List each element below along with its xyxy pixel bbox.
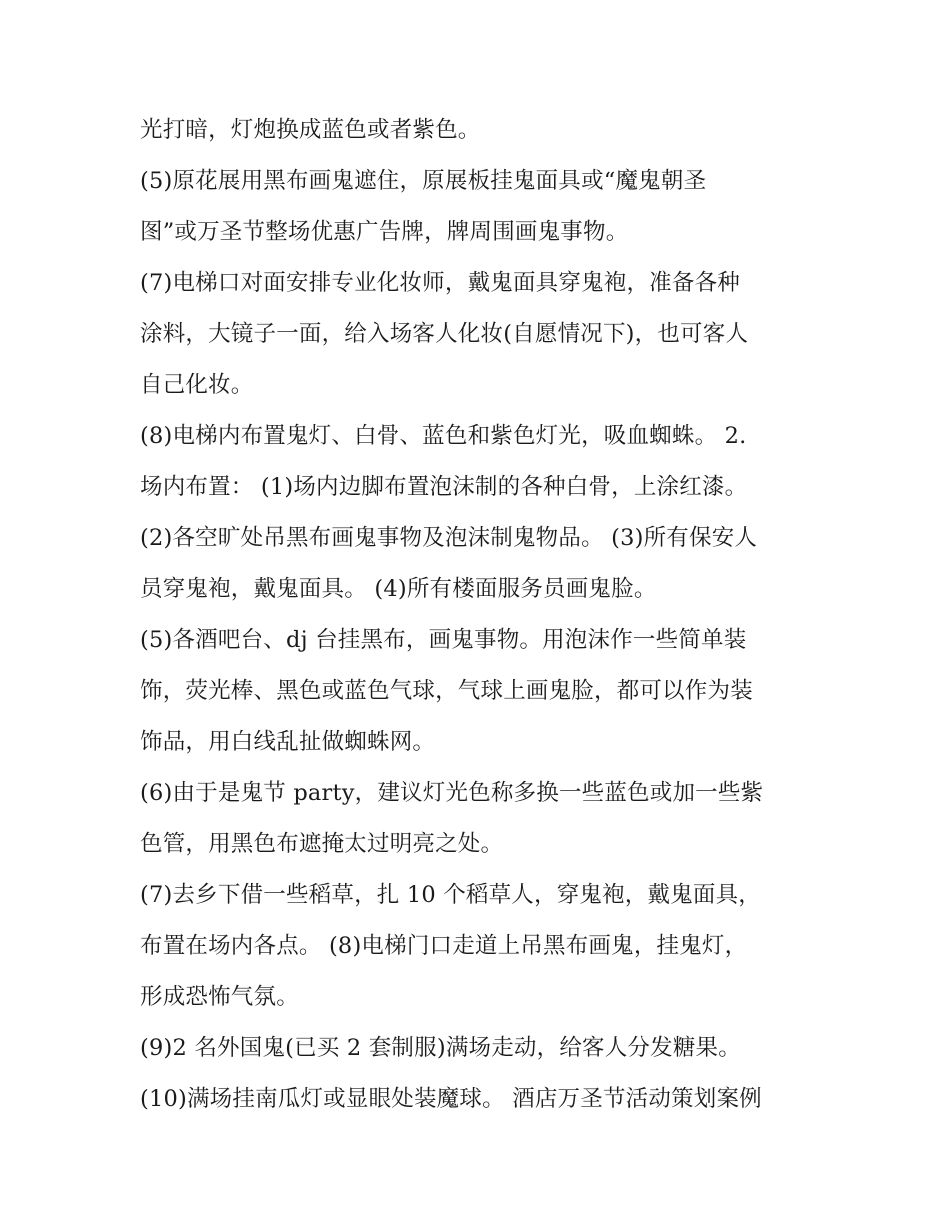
text-line: 布置在场内各点。 (8)电梯门口走道上吊黑布画鬼，挂鬼灯，	[140, 933, 748, 959]
text-line: 形成恐怖气氛。	[140, 984, 299, 1010]
text-line: 员穿鬼袍，戴鬼面具。 (4)所有楼面服务员画鬼脸。	[140, 576, 657, 602]
text-line: 场内布置： (1)场内边脚布置泡沫制的各种白骨，上涂红漆。	[140, 474, 748, 500]
text-line: 光打暗，灯炮换成蓝色或者紫色。	[140, 117, 481, 143]
text-line: (8)电梯内布置鬼灯、白骨、蓝色和紫色灯光，吸血蜘蛛。 2.	[140, 423, 747, 449]
text-line: (9)2 名外国鬼(已买 2 套制服)满场走动，给客人分发糖果。	[140, 1035, 741, 1061]
text-line: 涂料，大镜子一面，给入场客人化妆(自愿情况下)，也可客人	[140, 321, 749, 347]
text-line: (6)由于是鬼节 party，建议灯光色称多换一些蓝色或加一些紫	[140, 780, 764, 806]
text-line: (5)原花展用黑布画鬼遮住，原展板挂鬼面具或“魔鬼朝圣	[140, 168, 707, 194]
text-line: 色管，用黑色布遮掩太过明亮之处。	[140, 831, 504, 857]
text-line: 饰品，用白线乱扯做蜘蛛网。	[140, 729, 436, 755]
text-line: 自己化妆。	[140, 372, 254, 398]
text-line: (7)电梯口对面安排专业化妆师，戴鬼面具穿鬼袍，准备各种	[140, 270, 740, 296]
text-line: 饰，荧光棒、黑色或蓝色气球，气球上画鬼脸，都可以作为装	[140, 678, 753, 704]
text-line: (10)满场挂南瓜灯或显眼处装魔球。 酒店万圣节活动策划案例	[140, 1086, 762, 1112]
document-body	[140, 109, 820, 1129]
text-line: (2)各空旷处吊黑布画鬼事物及泡沫制鬼物品。 (3)所有保安人	[140, 525, 758, 551]
text-line: (7)去乡下借一些稻草，扎 10 个稻草人，穿鬼袍，戴鬼面具，	[140, 882, 762, 908]
text-line: (5)各酒吧台、dj 台挂黑布，画鬼事物。用泡沫作一些简单装	[140, 627, 747, 653]
text-line: 图”或万圣节整场优惠广告牌，牌周围画鬼事物。	[140, 219, 629, 245]
